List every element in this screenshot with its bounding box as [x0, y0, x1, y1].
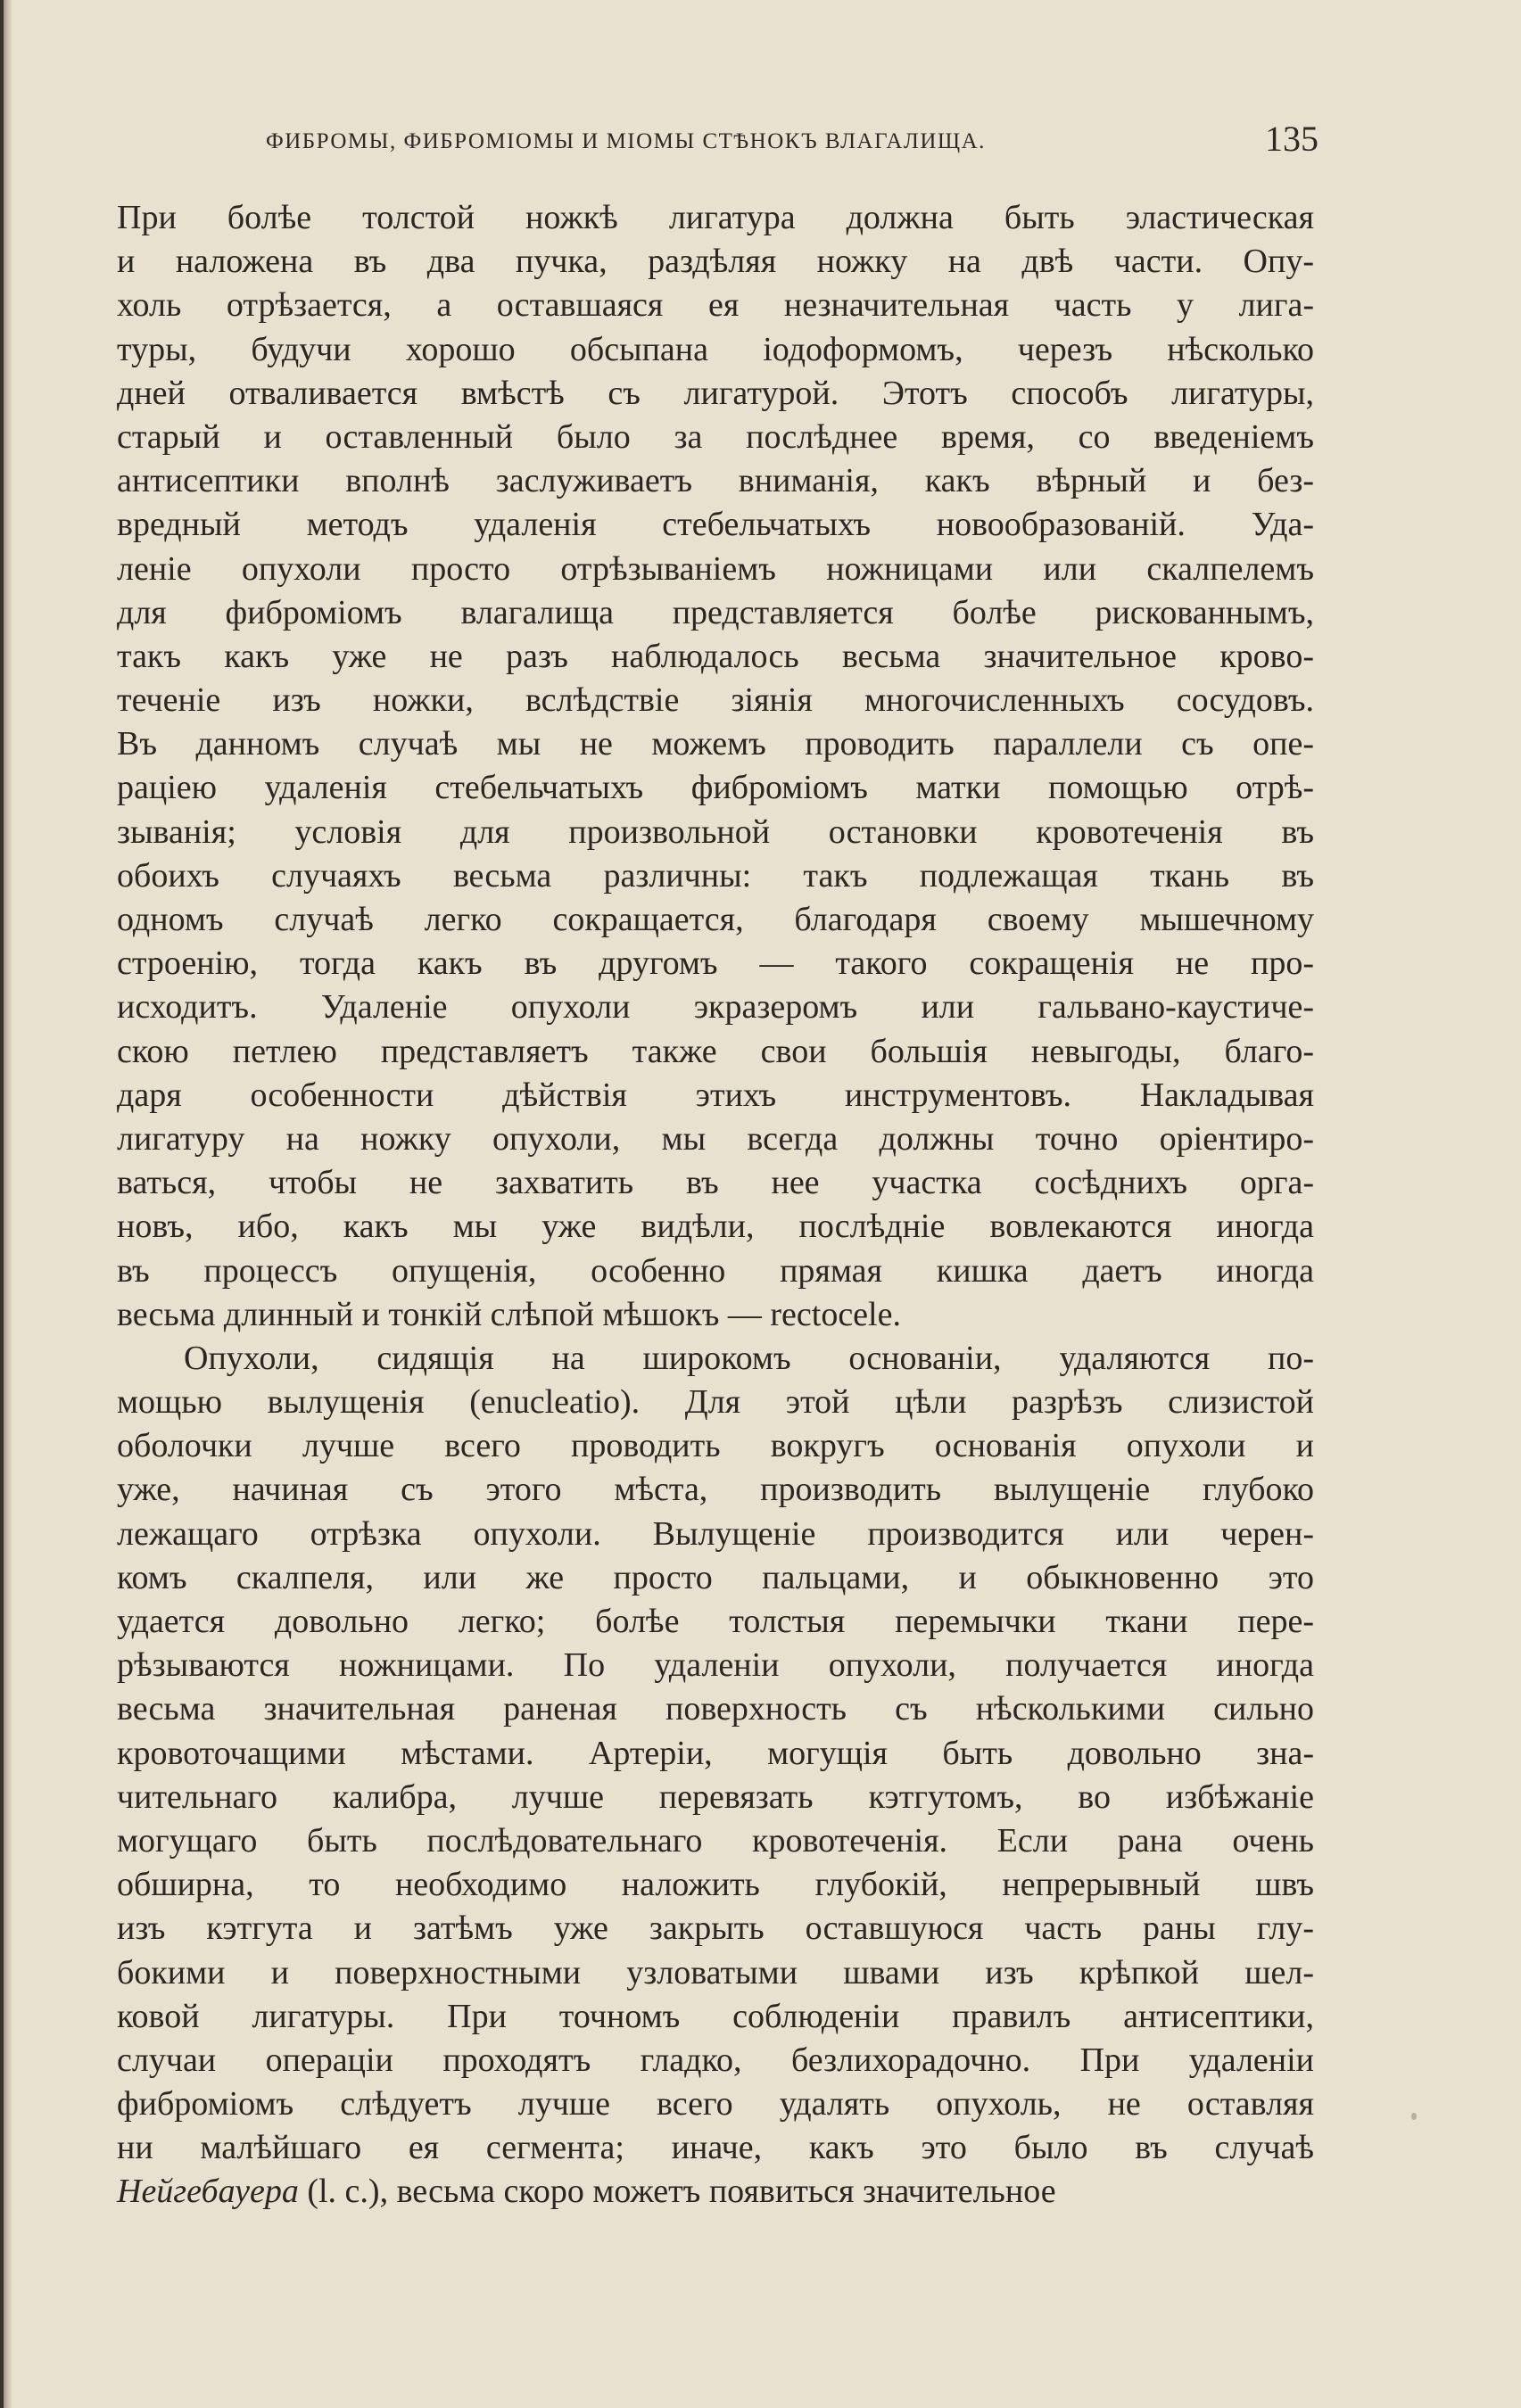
text-line: туры, будучи хорошо обсыпана іодоформомъ, черезъ нѣсколько [117, 330, 1314, 368]
paragraph-1 [117, 196, 1314, 1337]
text-line: въ процессъ опущенія, особенно прямая кишка даетъ иногда [117, 1251, 1314, 1290]
text-line: Въ данномъ случаѣ мы не можемъ проводить параллели съ опе- [117, 725, 1314, 763]
text-line: кровоточащими мѣстами. Артеріи, могущія быть довольно зна- [117, 1734, 1314, 1772]
text-line: фиброміомъ слѣдуетъ лучше всего удалять опухоль, не оставляя [117, 2085, 1314, 2123]
text-line: обоихъ случаяхъ весьма различны: такъ подлежащая ткань въ [117, 856, 1314, 895]
text-line: комъ скалпеля, или же просто пальцами, и обыкновенно это [117, 1558, 1314, 1596]
text-line: одномъ случаѣ легко сокращается, благодаря своему мышечному [117, 901, 1314, 938]
text-line: теченіе изъ ножки, вслѣдствіе зіянія многочисленныхъ сосудовъ. [117, 681, 1314, 720]
text-line: ни малѣйшаго ея сегмента; иначе, какъ это было въ случаѣ [117, 2129, 1314, 2167]
paragraph-2 [117, 1337, 1314, 2171]
text-line: раціею удаленія стебельчатыхъ фиброміомъ матки помощью отрѣ- [117, 769, 1314, 807]
text-line: ваться, чтобы не захватить въ нее участка сосѣднихъ орга- [117, 1164, 1314, 1202]
text-line: зыванія; условія для произвольной остановки кровотеченія въ [117, 812, 1314, 851]
text-line: исходитъ. Удаленіе опухоли экразеромъ или гальвано-каустиче- [117, 988, 1314, 1027]
text-line: оболочки лучше всего проводить вокругъ основанія опухоли и [117, 1427, 1314, 1465]
text-line: весьма длинный и тонкій слѣпой мѣшокъ — rectocele. [117, 1295, 901, 1333]
text-line: такъ какъ уже не разъ наблюдалось весьма значительное крово- [117, 637, 1314, 675]
text-line: и наложена въ два пучка, раздѣляя ножку на двѣ части. Опу- [117, 243, 1314, 281]
text-line: При болѣе толстой ножкѣ лигатура должна быть эластическая [117, 199, 1314, 236]
text-line: чительнаго калибра, лучше перевязать кэтгутомъ, во избѣжаніе [117, 1777, 1314, 1816]
text-line-final [117, 2170, 1314, 2214]
final-line-text: (l. c.), весьма скоро можетъ появиться значительное [298, 2173, 1056, 2211]
text-line: случаи операціи проходятъ гладко, безлихорадочно. При удаленіи [117, 2041, 1314, 2079]
text-line: рѣзываются ножницами. По удаленіи опухоли, получается иногда [117, 1646, 1314, 1685]
text-line: для фиброміомъ влагалища представляется болѣе рискованнымъ, [117, 593, 1314, 631]
text-line: даря особенности дѣйствія этихъ инструментовъ. Накладывая [117, 1076, 1314, 1114]
page-binding-edge [0, 0, 4, 2408]
text-line: мощью вылущенія (enucleatio). Для этой цѣли разрѣзъ слизистой [117, 1383, 1314, 1422]
text-line: дней отваливается вмѣстѣ съ лигатурой. Этотъ способъ лигатуры, [117, 374, 1314, 412]
text-line: весьма значительная раненая поверхность съ нѣсколькими сильно [117, 1690, 1314, 1728]
paper-speck [1411, 2113, 1417, 2120]
text-line: холь отрѣзается, а оставшаяся ея незначительная часть у лига- [117, 286, 1314, 325]
text-line: строенію, тогда какъ въ другомъ — такого сокращенія не про- [117, 944, 1314, 983]
text-line: новъ, ибо, какъ мы уже видѣли, послѣдніе вовлекаются иногда [117, 1208, 1314, 1246]
text-line: бокими и поверхностными узловатыми швами изъ крѣпкой шел- [117, 1953, 1314, 1992]
text-line: обширна, то необходимо наложить глубокій, непрерывный швъ [117, 1866, 1314, 1904]
text-line: лигатуру на ножку опухоли, мы всегда должны точно оріентиро- [117, 1119, 1314, 1158]
author-name: Нейгебауера [117, 2173, 299, 2211]
page-number: 135 [1265, 119, 1318, 159]
text-line: Опухоли, сидящія на широкомъ основаніи, удаляются по- [184, 1339, 1314, 1377]
text-line: скою петлею представляетъ также свои большія невыгоды, благо- [117, 1032, 1314, 1070]
text-line: могущаго быть послѣдовательнаго кровотеченія. Если рана очень [117, 1821, 1314, 1860]
text-line: ковой лигатуры. При точномъ соблюденіи правилъ антисептики, [117, 1997, 1314, 2035]
text-line: лежащаго отрѣзка опухоли. Вылущеніе производится или черен- [117, 1514, 1314, 1553]
text-line: уже, начиная съ этого мѣста, производить вылущеніе глубоко [117, 1471, 1314, 1509]
text-line: вредный методъ удаленія стебельчатыхъ новообразованій. Уда- [117, 506, 1314, 544]
text-line: леніе опухоли просто отрѣзываніемъ ножницами или скалпелемъ [117, 549, 1314, 588]
text-line: изъ кэтгута и затѣмъ уже закрыть оставшуюся часть раны глу- [117, 1909, 1314, 1948]
text-line: старый и оставленный было за послѣднее время, со введеніемъ [117, 417, 1314, 456]
running-head: ФИБРОМЫ, ФИБРОМІОМЫ И МІОМЫ СТѢНОКЪ ВЛАГАЛИЩА. [266, 129, 986, 153]
text-line: удается довольно легко; болѣе толстыя перемычки ткани пере- [117, 1603, 1314, 1640]
body-text [117, 196, 1314, 2214]
text-line: антисептики вполнѣ заслуживаетъ вниманія, какъ вѣрный и без- [117, 462, 1314, 500]
